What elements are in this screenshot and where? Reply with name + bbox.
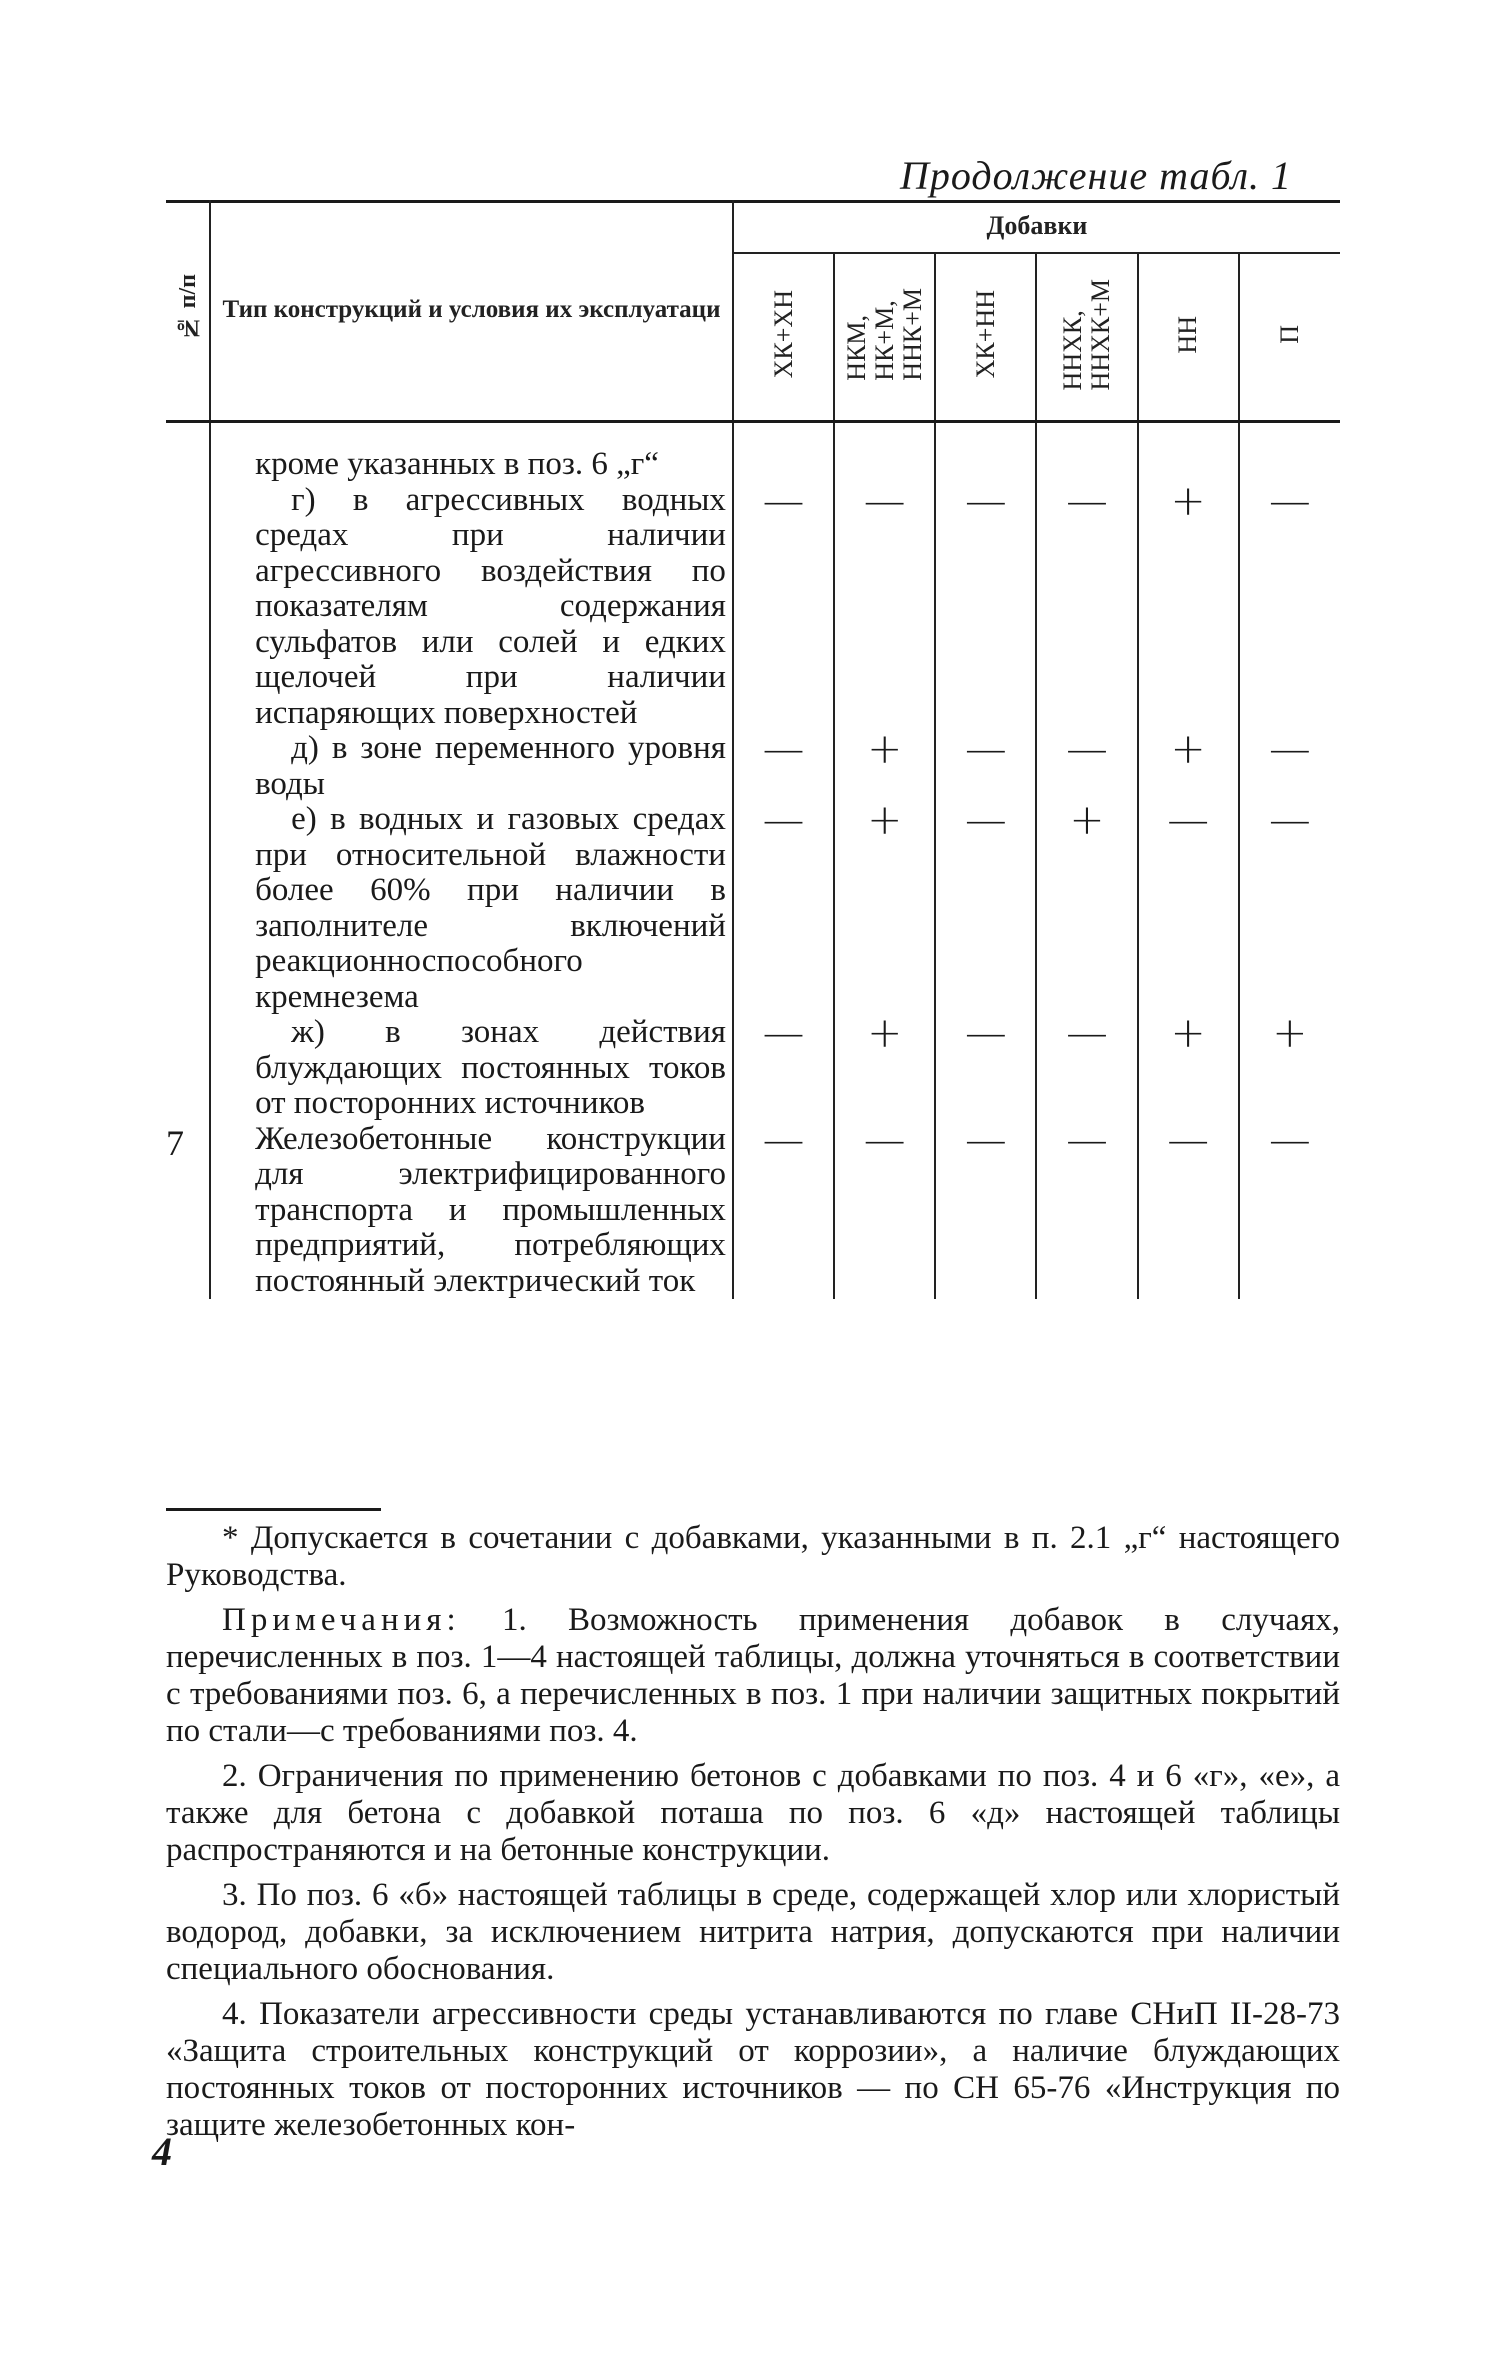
notes-title: Примечания: — [222, 1602, 461, 1638]
cell-value: — — [762, 724, 805, 773]
cell-value: + — [834, 1015, 935, 1122]
row-description: д) в зоне переменного уровня воды — [210, 731, 733, 802]
cell-value: — — [834, 1122, 935, 1300]
column-header-construction-type: Тип конструкций и условия их эксплуатаци — [210, 200, 733, 422]
column-header-number: № п/п — [166, 200, 210, 422]
cell-value: + — [1239, 1015, 1340, 1122]
cell-value: — — [1036, 483, 1137, 732]
footnote-rule — [166, 1508, 381, 1511]
column-header-additive: ХК+ХН — [733, 253, 834, 422]
cell-value: — — [1239, 1122, 1340, 1300]
row-description: г) в агрессивных водных средах при наличии агрессивного воздействия по показателям содержания сульфатов или солей и едких щелочей при наличии испаряющих поверхностей — [210, 483, 733, 732]
cell-value: — — [1138, 1122, 1239, 1300]
table-row — [166, 422, 1340, 483]
cell-value: + — [834, 802, 935, 1015]
cell-value — [1138, 422, 1239, 483]
cell-value: — — [834, 483, 935, 732]
column-header-additive: НКМ, НК+М, ННК+М — [834, 253, 935, 422]
cell-value: + — [1138, 731, 1239, 802]
cell-value: — — [1239, 802, 1340, 1015]
table-row — [166, 483, 1340, 732]
cell-value: — — [935, 731, 1036, 802]
cell-value: + — [1138, 1015, 1239, 1122]
cell-value: — — [1036, 1015, 1137, 1122]
cell-value — [834, 422, 935, 483]
row-number — [166, 422, 210, 483]
additives-table — [166, 200, 1340, 1299]
row-number — [166, 483, 210, 732]
row-description: ж) в зонах действия блуждающих постоянных токов от посторонних источников — [210, 1015, 733, 1122]
cell-value: — — [1138, 802, 1239, 1015]
cell-value: — — [935, 1015, 1036, 1122]
cell-value: — — [935, 483, 1036, 732]
table-row — [166, 802, 1340, 1015]
cell-value: — — [1239, 483, 1340, 732]
note-4: 4. Показатели агрессивности среды устанавливаются по главе СНиП II-28-73 «Защита строительных конструкций от коррозии», а наличие блуждающих постоянных токов от посторонних источников — по СН 65-76 «Инструкция по защите железобетонных кон- — [166, 1996, 1340, 2143]
cell-value: — — [762, 1008, 805, 1057]
notes-section — [166, 1520, 1340, 2152]
cell-value: — — [935, 802, 1036, 1015]
row-number — [166, 802, 210, 1015]
cell-value: — — [1036, 1122, 1137, 1300]
row-number — [166, 731, 210, 802]
cell-value: — — [1036, 731, 1137, 802]
cell-value: — — [762, 795, 805, 844]
note-3: 3. По поз. 6 «б» настоящей таблицы в среде, содержащей хлор или хлористый водород, добавки, за исключением нитрита натрия, допускаются при наличии специального обоснования. — [166, 1877, 1340, 1987]
table-row — [166, 1122, 1340, 1300]
footnote: * Допускается в сочетании с добавками, указанными в п. 2.1 „г“ настоящего Руководства. — [166, 1520, 1340, 1593]
cell-value: — — [762, 1114, 805, 1164]
cell-value: — — [1239, 731, 1340, 802]
column-header-additive: НН — [1138, 253, 1239, 422]
cell-value: + — [1036, 802, 1137, 1015]
cell-value — [1036, 422, 1137, 483]
table-continuation-caption: Продолжение табл. 1 — [900, 153, 1293, 198]
note-2: 2. Ограничения по применению бетонов с добавками по поз. 4 и 6 «г», «е», а также для бетона с добавкой поташа по поз. 6 «д» настоящей таблицы распространяются и на бетонные конструкции. — [166, 1758, 1340, 1868]
row-description: е) в водных и газовых средах при относительной влажности более 60% при наличии в заполнителе включений реакционноспособного кремнезема — [210, 802, 733, 1015]
row-description: Железобетонные конструкции для электрифицированного транспорта и промышленных предприятий, потребляющих постоянный электрический ток — [210, 1122, 733, 1300]
table-row — [166, 1015, 1340, 1122]
table-row — [166, 731, 1340, 802]
column-header-additive: П — [1239, 253, 1340, 422]
column-header-additive: ХК+НН — [935, 253, 1036, 422]
cell-value — [1239, 422, 1340, 483]
cell-value: — — [935, 1122, 1036, 1300]
column-group-additives: Добавки — [733, 200, 1340, 253]
cell-value — [733, 422, 834, 483]
page-number: 4 — [152, 2129, 172, 2174]
row-number: 7 — [166, 1122, 210, 1300]
cell-value: — — [762, 475, 805, 525]
note-1: Примечания: 1. Возможность применения добавок в случаях, перечисленных в поз. 1—4 настоящей таблицы, должна уточняться в соответствии с требованиями поз. 6, а перечисленных в поз. 1 при наличии защитных покрытий по стали—с требованиями поз. 4. — [166, 1602, 1340, 1749]
cell-value: + — [1138, 483, 1239, 732]
column-header-additive: ННХК, ННХК+М — [1036, 253, 1137, 422]
cell-value: + — [834, 731, 935, 802]
row-number — [166, 1015, 210, 1122]
row-description: кроме указанных в поз. 6 „г“ — [210, 422, 733, 483]
cell-value — [935, 422, 1036, 483]
